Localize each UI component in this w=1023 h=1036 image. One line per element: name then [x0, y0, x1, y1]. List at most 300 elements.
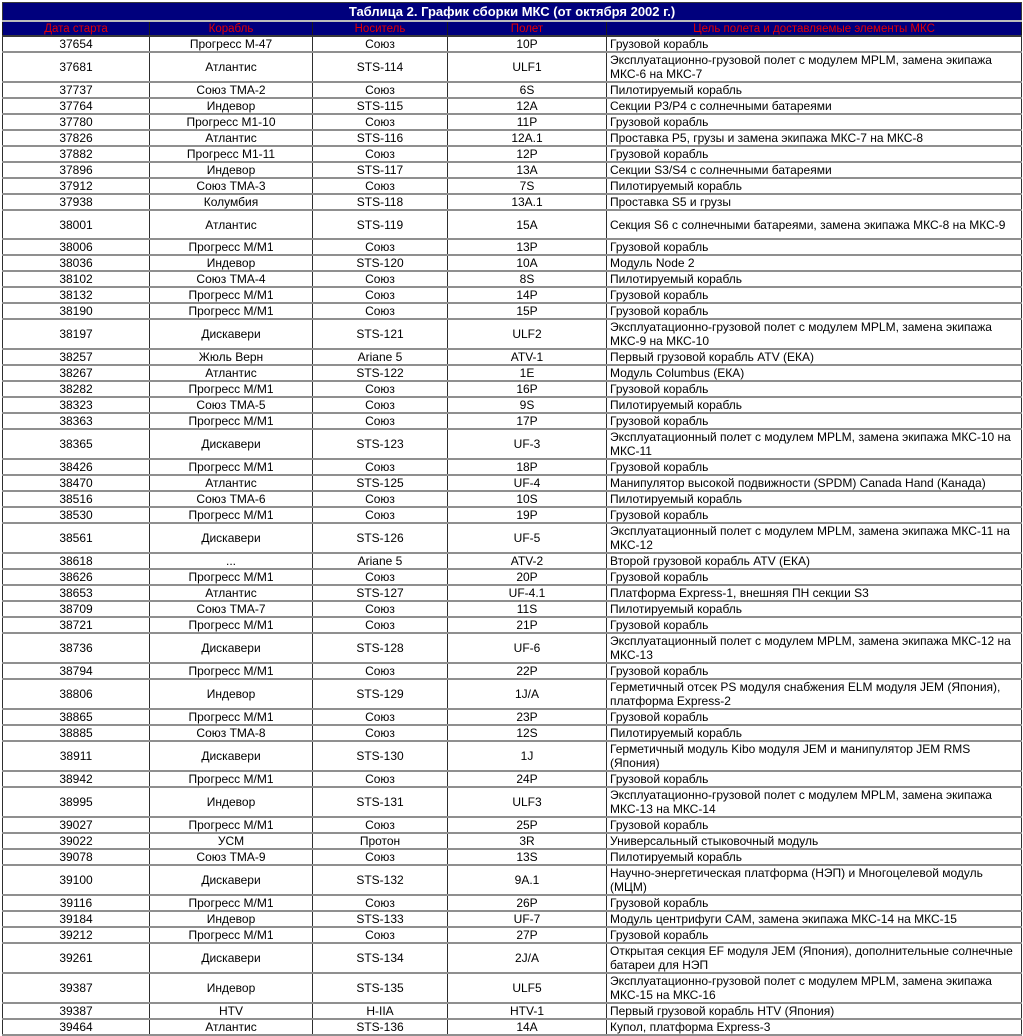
cell-carrier: STS-118 [313, 194, 448, 210]
cell-start-date: 38942 [3, 771, 150, 787]
cell-carrier: Союз [313, 146, 448, 162]
cell-flight: ULF1 [448, 52, 607, 82]
table-row [3, 491, 1022, 507]
cell-ship: Атлантис [150, 210, 313, 239]
cell-start-date: 39027 [3, 817, 150, 833]
cell-carrier: H-IIA [313, 1003, 448, 1019]
cell-flight: 12A [448, 98, 607, 114]
cell-ship: Атлантис [150, 475, 313, 491]
cell-carrier: STS-126 [313, 523, 448, 553]
cell-carrier: Союз [313, 491, 448, 507]
table-row [3, 973, 1022, 1003]
cell-carrier: STS-127 [313, 585, 448, 601]
cell-flight: 21P [448, 617, 607, 633]
cell-start-date: 39100 [3, 865, 150, 895]
cell-purpose: Грузовой корабль [607, 303, 1022, 319]
cell-purpose: Эксплуатационный полет с модулем MPLM, замена экипажа МКС-12 на МКС-13 [607, 633, 1022, 663]
cell-carrier: Союз [313, 569, 448, 585]
cell-flight: ULF3 [448, 787, 607, 817]
cell-ship: Союз ТМА-5 [150, 397, 313, 413]
cell-start-date: 38102 [3, 271, 150, 287]
cell-purpose: Герметичный отсек PS модуля снабжения ELM модуля JEM (Япония), платформа Express-2 [607, 679, 1022, 709]
cell-ship: Индевор [150, 162, 313, 178]
cell-flight: 13P [448, 239, 607, 255]
cell-flight: 26P [448, 895, 607, 911]
cell-flight: 16P [448, 381, 607, 397]
cell-start-date: 37896 [3, 162, 150, 178]
cell-carrier: STS-116 [313, 130, 448, 146]
table-row [3, 413, 1022, 429]
table-row [3, 114, 1022, 130]
table-row [3, 1003, 1022, 1019]
cell-purpose: Универсальный стыковочный модуль [607, 833, 1022, 849]
cell-carrier: Союз [313, 303, 448, 319]
table-row [3, 130, 1022, 146]
cell-start-date: 37737 [3, 82, 150, 98]
cell-ship: Прогресс М/М1 [150, 927, 313, 943]
cell-flight: 1J/A [448, 679, 607, 709]
cell-purpose: Грузовой корабль [607, 569, 1022, 585]
table-row [3, 397, 1022, 413]
cell-flight: 19P [448, 507, 607, 523]
cell-start-date: 38036 [3, 255, 150, 271]
cell-carrier: Союз [313, 82, 448, 98]
cell-start-date: 38282 [3, 381, 150, 397]
cell-ship: Прогресс М/М1 [150, 617, 313, 633]
cell-start-date: 39387 [3, 973, 150, 1003]
cell-flight: UF-3 [448, 429, 607, 459]
cell-purpose: Второй грузовой корабль ATV (ЕКА) [607, 553, 1022, 569]
cell-purpose: Пилотируемый корабль [607, 491, 1022, 507]
cell-start-date: 38530 [3, 507, 150, 523]
cell-ship: Союз ТМА-6 [150, 491, 313, 507]
cell-ship: ... [150, 553, 313, 569]
cell-start-date: 38363 [3, 413, 150, 429]
cell-flight: UF-4 [448, 475, 607, 491]
cell-carrier: Союз [313, 36, 448, 52]
cell-carrier: Союз [313, 771, 448, 787]
cell-flight: 13S [448, 849, 607, 865]
cell-flight: ULF2 [448, 319, 607, 349]
table-row [3, 475, 1022, 491]
cell-purpose: Открытая секция EF модуля JEM (Япония), дополнительные солнечные батареи для НЭП [607, 943, 1022, 973]
cell-purpose: Грузовой корабль [607, 709, 1022, 725]
table-row [3, 679, 1022, 709]
table-row [3, 523, 1022, 553]
cell-ship: УСМ [150, 833, 313, 849]
cell-purpose: Грузовой корабль [607, 114, 1022, 130]
cell-carrier: Союз [313, 817, 448, 833]
cell-purpose: Научно-энергетическая платформа (НЭП) и Многоцелевой модуль (МЦМ) [607, 865, 1022, 895]
table-row [3, 817, 1022, 833]
cell-carrier: STS-121 [313, 319, 448, 349]
table-row [3, 585, 1022, 601]
iss-assembly-schedule-table [2, 2, 1022, 1036]
cell-ship: Дискавери [150, 943, 313, 973]
table-row [3, 239, 1022, 255]
cell-flight: 18P [448, 459, 607, 475]
cell-carrier: Союз [313, 725, 448, 741]
cell-carrier: STS-131 [313, 787, 448, 817]
cell-purpose: Эксплуатационно-грузовой полет с модулем MPLM, замена экипажа МКС-6 на МКС-7 [607, 52, 1022, 82]
cell-ship: Атлантис [150, 585, 313, 601]
cell-carrier: Союз [313, 397, 448, 413]
cell-start-date: 38516 [3, 491, 150, 507]
cell-ship: Атлантис [150, 1019, 313, 1035]
cell-flight: 13A [448, 162, 607, 178]
cell-ship: HTV [150, 1003, 313, 1019]
cell-ship: Дискавери [150, 865, 313, 895]
cell-flight: 1J [448, 741, 607, 771]
cell-purpose: Эксплуатационно-грузовой полет с модулем MPLM, замена экипажа МКС-9 на МКС-10 [607, 319, 1022, 349]
cell-flight: 25P [448, 817, 607, 833]
cell-purpose: Пилотируемый корабль [607, 178, 1022, 194]
cell-purpose: Манипулятор высокой подвижности (SPDM) Canada Hand (Канада) [607, 475, 1022, 491]
cell-start-date: 38257 [3, 349, 150, 365]
cell-carrier: STS-132 [313, 865, 448, 895]
cell-start-date: 38794 [3, 663, 150, 679]
cell-start-date: 39261 [3, 943, 150, 973]
cell-purpose: Пилотируемый корабль [607, 601, 1022, 617]
column-header-ship: Корабль [150, 21, 313, 36]
table-title: Таблица 2. График сборки МКС (от октября 2002 г.) [3, 3, 1022, 22]
table-row [3, 927, 1022, 943]
table-row [3, 865, 1022, 895]
cell-ship: Дискавери [150, 523, 313, 553]
cell-carrier: Союз [313, 287, 448, 303]
table-row [3, 911, 1022, 927]
cell-flight: 22P [448, 663, 607, 679]
table-row [3, 255, 1022, 271]
cell-start-date: 38470 [3, 475, 150, 491]
cell-start-date: 38426 [3, 459, 150, 475]
cell-purpose: Пилотируемый корабль [607, 849, 1022, 865]
cell-ship: Союз ТМА-4 [150, 271, 313, 287]
cell-start-date: 39022 [3, 833, 150, 849]
cell-start-date: 38721 [3, 617, 150, 633]
cell-start-date: 38911 [3, 741, 150, 771]
cell-flight: 10S [448, 491, 607, 507]
cell-carrier: Союз [313, 663, 448, 679]
table-header-row [3, 21, 1022, 36]
cell-carrier: Союз [313, 927, 448, 943]
column-header-flight: Полет [448, 21, 607, 36]
cell-ship: Прогресс М-47 [150, 36, 313, 52]
table-row [3, 146, 1022, 162]
cell-flight: 10A [448, 255, 607, 271]
cell-flight: 12A.1 [448, 130, 607, 146]
cell-start-date: 38561 [3, 523, 150, 553]
cell-carrier: STS-123 [313, 429, 448, 459]
cell-flight: 2J/A [448, 943, 607, 973]
cell-carrier: STS-120 [313, 255, 448, 271]
cell-flight: 9A.1 [448, 865, 607, 895]
cell-start-date: 38653 [3, 585, 150, 601]
cell-ship: Союз ТМА-2 [150, 82, 313, 98]
cell-start-date: 37764 [3, 98, 150, 114]
cell-purpose: Грузовой корабль [607, 817, 1022, 833]
cell-start-date: 37938 [3, 194, 150, 210]
cell-ship: Союз ТМА-3 [150, 178, 313, 194]
column-header-purpose: Цель полета и доставляемые элементы МКС [607, 21, 1022, 36]
cell-ship: Прогресс М/М1 [150, 287, 313, 303]
cell-ship: Атлантис [150, 365, 313, 381]
cell-ship: Прогресс М/М1 [150, 817, 313, 833]
cell-carrier: STS-134 [313, 943, 448, 973]
table-row [3, 787, 1022, 817]
cell-start-date: 39212 [3, 927, 150, 943]
cell-carrier: Союз [313, 114, 448, 130]
cell-flight: ULF5 [448, 973, 607, 1003]
table-row [3, 381, 1022, 397]
cell-flight: 6S [448, 82, 607, 98]
cell-purpose: Эксплуатационно-грузовой полет с модулем MPLM, замена экипажа МКС-13 на МКС-14 [607, 787, 1022, 817]
table-row [3, 429, 1022, 459]
cell-carrier: Союз [313, 381, 448, 397]
cell-start-date: 38190 [3, 303, 150, 319]
table-row [3, 162, 1022, 178]
cell-ship: Колумбия [150, 194, 313, 210]
table-row [3, 98, 1022, 114]
cell-start-date: 37882 [3, 146, 150, 162]
cell-carrier: Союз [313, 895, 448, 911]
table-title-row [3, 3, 1022, 22]
cell-purpose: Модуль центрифуги CAM, замена экипажа МКС-14 на МКС-15 [607, 911, 1022, 927]
cell-start-date: 39116 [3, 895, 150, 911]
cell-ship: Прогресс М/М1 [150, 413, 313, 429]
table-row [3, 507, 1022, 523]
cell-ship: Прогресс М/М1 [150, 895, 313, 911]
cell-flight: 17P [448, 413, 607, 429]
table-row [3, 849, 1022, 865]
cell-start-date: 38865 [3, 709, 150, 725]
cell-carrier: Союз [313, 507, 448, 523]
cell-start-date: 38618 [3, 553, 150, 569]
cell-start-date: 38197 [3, 319, 150, 349]
cell-flight: 24P [448, 771, 607, 787]
cell-purpose: Секции S3/S4 с солнечными батареями [607, 162, 1022, 178]
cell-purpose: Грузовой корабль [607, 287, 1022, 303]
cell-purpose: Грузовой корабль [607, 146, 1022, 162]
cell-ship: Прогресс М/М1 [150, 507, 313, 523]
cell-purpose: Пилотируемый корабль [607, 271, 1022, 287]
cell-purpose: Грузовой корабль [607, 617, 1022, 633]
cell-purpose: Грузовой корабль [607, 36, 1022, 52]
cell-ship: Индевор [150, 98, 313, 114]
cell-start-date: 38709 [3, 601, 150, 617]
cell-purpose: Проставка S5 и грузы [607, 194, 1022, 210]
table-row [3, 303, 1022, 319]
cell-carrier: Союз [313, 849, 448, 865]
cell-flight: 3R [448, 833, 607, 849]
cell-purpose: Грузовой корабль [607, 413, 1022, 429]
cell-ship: Прогресс М/М1 [150, 459, 313, 475]
cell-purpose: Грузовой корабль [607, 381, 1022, 397]
cell-flight: 8S [448, 271, 607, 287]
cell-purpose: Модуль Columbus (ЕКА) [607, 365, 1022, 381]
cell-carrier: STS-125 [313, 475, 448, 491]
column-header-carrier: Носитель [313, 21, 448, 36]
table-row [3, 52, 1022, 82]
cell-ship: Прогресс М/М1 [150, 303, 313, 319]
cell-start-date: 39464 [3, 1019, 150, 1035]
cell-flight: 7S [448, 178, 607, 194]
cell-purpose: Грузовой корабль [607, 663, 1022, 679]
cell-start-date: 39387 [3, 1003, 150, 1019]
cell-ship: Дискавери [150, 633, 313, 663]
cell-ship: Индевор [150, 255, 313, 271]
cell-flight: UF-4.1 [448, 585, 607, 601]
cell-purpose: Грузовой корабль [607, 507, 1022, 523]
cell-carrier: STS-114 [313, 52, 448, 82]
cell-start-date: 38736 [3, 633, 150, 663]
cell-purpose: Купол, платформа Express-3 [607, 1019, 1022, 1035]
table-row [3, 287, 1022, 303]
table-row [3, 459, 1022, 475]
cell-ship: Прогресс М/М1 [150, 709, 313, 725]
cell-carrier: STS-117 [313, 162, 448, 178]
cell-purpose: Пилотируемый корабль [607, 725, 1022, 741]
cell-purpose: Первый грузовой корабль ATV (ЕКА) [607, 349, 1022, 365]
cell-ship: Индевор [150, 679, 313, 709]
cell-purpose: Проставка P5, грузы и замена экипажа МКС-7 на МКС-8 [607, 130, 1022, 146]
cell-purpose: Грузовой корабль [607, 459, 1022, 475]
table-row [3, 569, 1022, 585]
table-row [3, 178, 1022, 194]
cell-flight: 27P [448, 927, 607, 943]
cell-start-date: 39078 [3, 849, 150, 865]
table-row [3, 365, 1022, 381]
cell-start-date: 38626 [3, 569, 150, 585]
cell-carrier: Союз [313, 413, 448, 429]
cell-start-date: 39184 [3, 911, 150, 927]
cell-start-date: 38885 [3, 725, 150, 741]
cell-flight: 13A.1 [448, 194, 607, 210]
cell-purpose: Секции P3/P4 с солнечными батареями [607, 98, 1022, 114]
table-row [3, 833, 1022, 849]
cell-purpose: Первый грузовой корабль HTV (Япония) [607, 1003, 1022, 1019]
cell-flight: UF-7 [448, 911, 607, 927]
column-header-start-date: Дата старта [3, 21, 150, 36]
cell-ship: Атлантис [150, 130, 313, 146]
table-row [3, 1019, 1022, 1035]
cell-flight: 15P [448, 303, 607, 319]
cell-carrier: STS-129 [313, 679, 448, 709]
cell-flight: 20P [448, 569, 607, 585]
cell-start-date: 37654 [3, 36, 150, 52]
cell-flight: 11P [448, 114, 607, 130]
cell-carrier: STS-119 [313, 210, 448, 239]
table-row [3, 709, 1022, 725]
cell-flight: 14P [448, 287, 607, 303]
cell-ship: Союз ТМА-7 [150, 601, 313, 617]
cell-carrier: Союз [313, 459, 448, 475]
cell-carrier: Ariane 5 [313, 553, 448, 569]
cell-ship: Дискавери [150, 741, 313, 771]
cell-start-date: 37912 [3, 178, 150, 194]
cell-purpose: Эксплуатационный полет с модулем MPLM, замена экипажа МКС-11 на МКС-12 [607, 523, 1022, 553]
cell-ship: Атлантис [150, 52, 313, 82]
table-row [3, 553, 1022, 569]
table-row [3, 601, 1022, 617]
cell-purpose: Грузовой корабль [607, 927, 1022, 943]
cell-ship: Прогресс М/М1 [150, 663, 313, 679]
cell-purpose: Пилотируемый корабль [607, 82, 1022, 98]
table-row [3, 663, 1022, 679]
cell-purpose: Платформа Express-1, внешняя ПН секции S3 [607, 585, 1022, 601]
cell-flight: 12P [448, 146, 607, 162]
cell-ship: Союз ТМА-8 [150, 725, 313, 741]
table-row [3, 725, 1022, 741]
cell-start-date: 38806 [3, 679, 150, 709]
cell-flight: ATV-2 [448, 553, 607, 569]
cell-purpose: Секция S6 с солнечными батареями, замена экипажа МКС-8 на МКС-9 [607, 210, 1022, 239]
table-row [3, 271, 1022, 287]
cell-ship: Союз ТМА-9 [150, 849, 313, 865]
table-row [3, 36, 1022, 52]
cell-start-date: 38267 [3, 365, 150, 381]
table-row [3, 771, 1022, 787]
cell-start-date: 38001 [3, 210, 150, 239]
cell-ship: Прогресс М/М1 [150, 771, 313, 787]
cell-ship: Индевор [150, 911, 313, 927]
table-row [3, 82, 1022, 98]
table-row [3, 194, 1022, 210]
cell-start-date: 37780 [3, 114, 150, 130]
cell-purpose: Грузовой корабль [607, 895, 1022, 911]
table-row [3, 943, 1022, 973]
cell-flight: 9S [448, 397, 607, 413]
cell-carrier: STS-133 [313, 911, 448, 927]
cell-start-date: 38132 [3, 287, 150, 303]
cell-purpose: Грузовой корабль [607, 771, 1022, 787]
cell-purpose: Пилотируемый корабль [607, 397, 1022, 413]
cell-ship: Прогресс М1-10 [150, 114, 313, 130]
cell-ship: Прогресс М/М1 [150, 239, 313, 255]
cell-start-date: 38006 [3, 239, 150, 255]
cell-purpose: Модуль Node 2 [607, 255, 1022, 271]
cell-carrier: Союз [313, 271, 448, 287]
cell-start-date: 37681 [3, 52, 150, 82]
table-body [3, 36, 1022, 1035]
cell-ship: Индевор [150, 973, 313, 1003]
cell-carrier: Союз [313, 617, 448, 633]
cell-carrier: STS-115 [313, 98, 448, 114]
cell-flight: 23P [448, 709, 607, 725]
cell-flight: 12S [448, 725, 607, 741]
cell-flight: 14A [448, 1019, 607, 1035]
cell-flight: ATV-1 [448, 349, 607, 365]
table-row [3, 319, 1022, 349]
cell-carrier: STS-136 [313, 1019, 448, 1035]
cell-flight: 1E [448, 365, 607, 381]
cell-flight: 10P [448, 36, 607, 52]
cell-carrier: Союз [313, 239, 448, 255]
cell-carrier: STS-130 [313, 741, 448, 771]
cell-ship: Прогресс М/М1 [150, 381, 313, 397]
table-row [3, 895, 1022, 911]
cell-start-date: 38323 [3, 397, 150, 413]
cell-ship: Дискавери [150, 429, 313, 459]
cell-ship: Прогресс М/М1 [150, 569, 313, 585]
cell-flight: 11S [448, 601, 607, 617]
cell-start-date: 38995 [3, 787, 150, 817]
cell-purpose: Грузовой корабль [607, 239, 1022, 255]
cell-start-date: 37826 [3, 130, 150, 146]
cell-ship: Индевор [150, 787, 313, 817]
cell-carrier: STS-135 [313, 973, 448, 1003]
cell-ship: Прогресс М1-11 [150, 146, 313, 162]
